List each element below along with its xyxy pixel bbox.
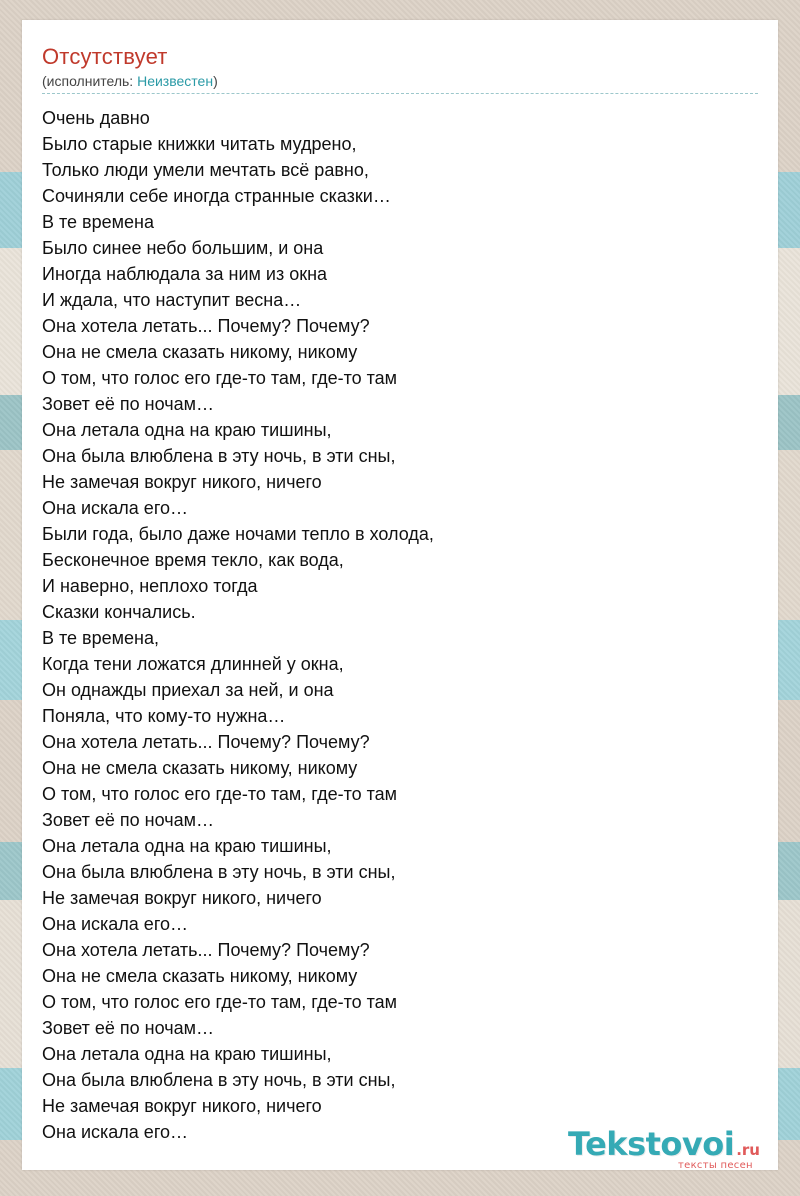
lyric-line: Она искала его… xyxy=(42,914,188,934)
artist-line xyxy=(42,73,218,89)
lyric-line: Она была влюблена в эту ночь, в эти сны, xyxy=(42,1070,396,1090)
lyric-line: Было синее небо большим, и она xyxy=(42,238,324,258)
lyric-line: Зовет её по ночам… xyxy=(42,810,215,830)
song-title: Отсутствует xyxy=(42,44,168,69)
lyric-line: Она искала его… xyxy=(42,498,188,518)
lyric-line: В те времена xyxy=(42,212,154,232)
lyric-line: О том, что голос его где-то там, где-то там xyxy=(42,992,398,1012)
lyric-line: О том, что голос его где-то там, где-то там xyxy=(42,784,398,804)
lyric-line: Она искала его… xyxy=(42,1122,188,1142)
lyric-line: И ждала, что наступит весна… xyxy=(42,290,302,310)
artist-suffix: ) xyxy=(213,73,218,89)
logo-tld: .ru xyxy=(736,1141,760,1159)
artist-prefix: (исполнитель: xyxy=(42,73,138,89)
lyric-line: Она была влюблена в эту ночь, в эти сны, xyxy=(42,862,396,882)
lyric-line: Она не смела сказать никому, никому xyxy=(42,342,358,362)
lyric-line: Поняла, что кому-то нужна… xyxy=(42,706,286,726)
lyric-line: Иногда наблюдала за ним из окна xyxy=(42,264,328,284)
lyric-line: Она хотела летать... Почему? Почему? xyxy=(42,940,370,960)
lyric-line: Только люди умели мечтать всё равно, xyxy=(42,160,369,180)
lyric-line: Когда тени ложатся длинней у окна, xyxy=(42,654,344,674)
lyric-line: Не замечая вокруг никого, ничего xyxy=(42,472,322,492)
lyric-line: О том, что голос его где-то там, где-то там xyxy=(42,368,398,388)
lyric-line: Она летала одна на краю тишины, xyxy=(42,420,332,440)
lyric-line: Не замечая вокруг никого, ничего xyxy=(42,1096,322,1116)
lyric-line: Сочиняли себе иногда странные сказки… xyxy=(42,186,391,206)
lyric-line: Сказки кончались. xyxy=(42,602,196,622)
lyric-line: Он однажды приехал за ней, и она xyxy=(42,680,334,700)
lyric-line: Она не смела сказать никому, никому xyxy=(42,966,358,986)
lyric-line: Она летала одна на краю тишины, xyxy=(42,1044,332,1064)
logo-tagline: тексты песен xyxy=(678,1160,753,1171)
lyric-line: Она была влюблена в эту ночь, в эти сны, xyxy=(42,446,396,466)
lyric-line: Очень давно xyxy=(42,108,150,128)
lyric-line: Она летала одна на краю тишины, xyxy=(42,836,332,856)
lyric-line: Зовет её по ночам… xyxy=(42,1018,215,1038)
lyric-line: Она хотела летать... Почему? Почему? xyxy=(42,732,370,752)
lyrics-card xyxy=(22,20,778,1170)
lyrics-text xyxy=(42,105,434,1145)
lyric-line: Она хотела летать... Почему? Почему? xyxy=(42,316,370,336)
artist-link[interactable]: Неизвестен xyxy=(137,73,214,89)
lyric-line: В те времена, xyxy=(42,628,159,648)
title-divider xyxy=(42,93,758,94)
lyric-line: Бесконечное время текло, как вода, xyxy=(42,550,344,570)
logo-wordmark: Tekstovoi xyxy=(568,1125,735,1163)
lyric-line: Не замечая вокруг никого, ничего xyxy=(42,888,322,908)
lyric-line: Было старые книжки читать мудрено, xyxy=(42,134,357,154)
lyric-line: Она не смела сказать никому, никому xyxy=(42,758,358,778)
lyric-line: Были года, было даже ночами тепло в холода, xyxy=(42,524,434,544)
site-logo[interactable] xyxy=(568,1125,778,1174)
lyric-line: Зовет её по ночам… xyxy=(42,394,215,414)
lyric-line: И наверно, неплохо тогда xyxy=(42,576,258,596)
